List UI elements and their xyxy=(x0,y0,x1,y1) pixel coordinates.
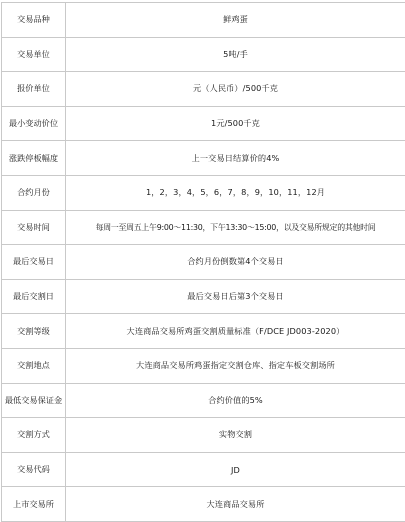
table-row xyxy=(2,245,405,280)
row-label: 最后交割日 xyxy=(2,279,66,314)
table-row xyxy=(2,210,405,245)
row-label: 交易单位 xyxy=(2,37,66,72)
row-value: JD xyxy=(66,452,405,487)
row-value: 合约月份倒数第4个交易日 xyxy=(66,245,405,280)
row-label: 交割地点 xyxy=(2,348,66,383)
table-row xyxy=(2,314,405,349)
row-label: 最小变动价位 xyxy=(2,106,66,141)
row-label: 交割方式 xyxy=(2,418,66,453)
table-row xyxy=(2,106,405,141)
table-row xyxy=(2,418,405,453)
row-value: 每周一至周五上午9:00～11:30，下午13:30～15:00，以及交易所规定的其他时间 xyxy=(66,210,405,245)
row-label: 交易品种 xyxy=(2,3,66,38)
table-row xyxy=(2,487,405,522)
row-label: 最低交易保证金 xyxy=(2,383,66,418)
table-row xyxy=(2,279,405,314)
row-value: 大连商品交易所 xyxy=(66,487,405,522)
row-value: 实物交割 xyxy=(66,418,405,453)
table-row xyxy=(2,348,405,383)
row-label: 涨跌停板幅度 xyxy=(2,141,66,176)
row-value: 1元/500千克 xyxy=(66,106,405,141)
table-row xyxy=(2,37,405,72)
row-label: 最后交易日 xyxy=(2,245,66,280)
table-row xyxy=(2,175,405,210)
row-value: 鲜鸡蛋 xyxy=(66,3,405,38)
table-row xyxy=(2,72,405,107)
row-label: 交易时间 xyxy=(2,210,66,245)
row-value: 1，2，3，4，5，6，7，8，9，10，11，12月 xyxy=(66,175,405,210)
row-label: 交割等级 xyxy=(2,314,66,349)
row-value: 元（人民币）/500千克 xyxy=(66,72,405,107)
table-row xyxy=(2,141,405,176)
row-value: 最后交易日后第3个交易日 xyxy=(66,279,405,314)
row-value: 上一交易日结算价的4% xyxy=(66,141,405,176)
row-label: 报价单位 xyxy=(2,72,66,107)
table-row xyxy=(2,383,405,418)
row-label: 交易代码 xyxy=(2,452,66,487)
table-row xyxy=(2,452,405,487)
row-value: 大连商品交易所鸡蛋指定交割仓库、指定车板交割场所 xyxy=(66,348,405,383)
row-value: 5吨/手 xyxy=(66,37,405,72)
table-row xyxy=(2,3,405,38)
contract-spec-table xyxy=(1,2,405,522)
row-value: 合约价值的5% xyxy=(66,383,405,418)
row-value: 大连商品交易所鸡蛋交割质量标准（F/DCE JD003-2020） xyxy=(66,314,405,349)
row-label: 上市交易所 xyxy=(2,487,66,522)
row-label: 合约月份 xyxy=(2,175,66,210)
